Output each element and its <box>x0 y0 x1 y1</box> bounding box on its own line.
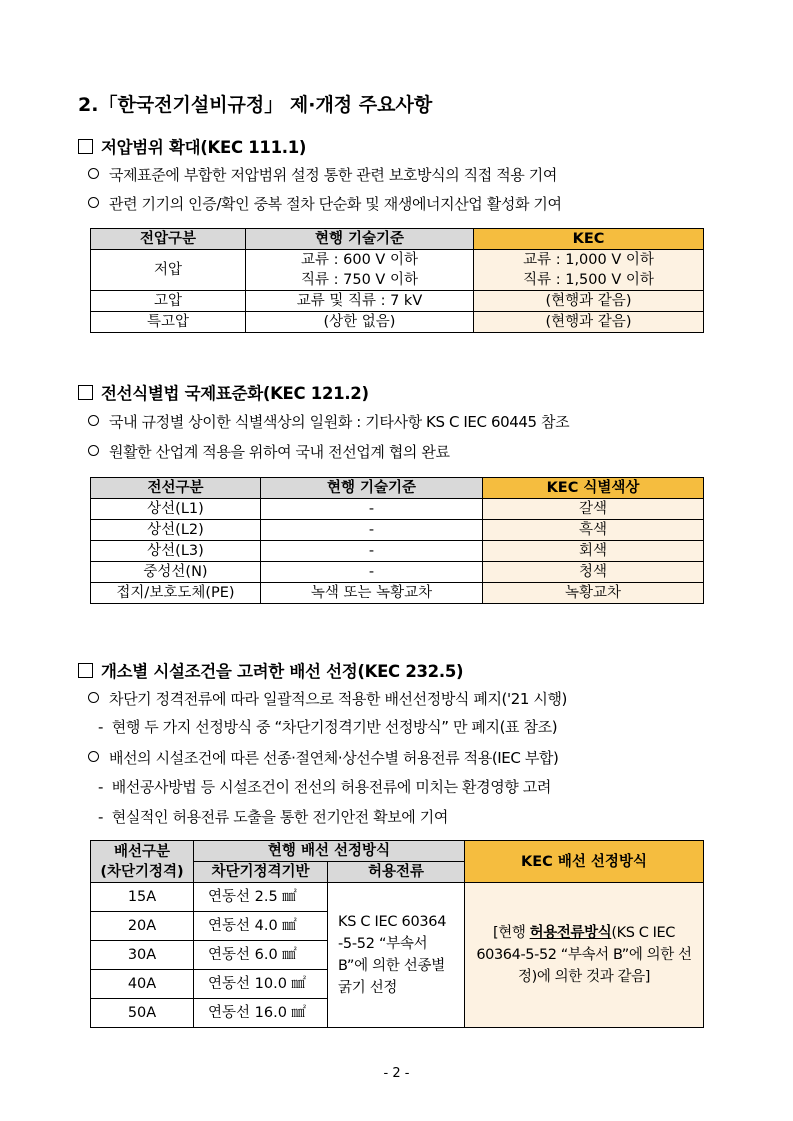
dash-bullet: - <box>98 808 112 826</box>
checkbox-square-icon <box>78 139 93 154</box>
table-header-group: 현행 배선 선정방식 <box>194 841 465 862</box>
dash-item: - 현행 두 가지 선정방식 중 “차단기정격기반 선정방식” 만 폐지(표 참조) <box>98 718 558 736</box>
dash-item: - 현실적인 허용전류 도출을 통한 전기안전 확보에 기여 <box>98 808 448 826</box>
table-row: 50A 연동선 16.0 ㎟ <box>91 999 704 1028</box>
table-header-kec: KEC <box>474 229 704 250</box>
table-subheader: 허용전류 <box>328 862 465 883</box>
table-header: 전압구분 <box>91 229 246 250</box>
dash-bullet: - <box>98 778 112 796</box>
bullet-item: 원활한 산업계 적용을 위하여 국내 전선업계 협의 완료 <box>88 441 450 462</box>
circle-bullet-icon <box>88 692 99 703</box>
table-row: 상선(L1) - 갈색 <box>91 499 704 520</box>
page-title: 2.「한국전기설비규정」 제·개정 주요사항 <box>78 94 433 116</box>
table-row: 15A 연동선 2.5 ㎟ KS C IEC 60364 -5-52 “부속서 B”에 의한 선종별 굵기 선정 [현행 허용전류방식(KS C IEC 60364-5-52 “부속서 B”에 의한 선정)에 의한 것과 같음] <box>91 883 704 912</box>
wire-color-table <box>90 477 704 604</box>
table-row: 20A 연동선 4.0 ㎟ <box>91 912 704 941</box>
dash-item: - 배선공사방법 등 시설조건이 전선의 허용전류에 미치는 환경영향 고려 <box>98 778 551 796</box>
voltage-range-table <box>90 228 704 333</box>
circle-bullet-icon <box>88 415 99 426</box>
circle-bullet-icon <box>88 197 99 208</box>
page-number: - 2 - <box>383 1066 410 1081</box>
wiring-method-table <box>90 840 704 1028</box>
circle-bullet-icon <box>88 445 99 456</box>
circle-bullet-icon <box>88 168 99 179</box>
table-header: 현행 기술기준 <box>246 229 474 250</box>
table-header: 전선구분 <box>91 478 261 499</box>
table-header-kec: KEC 식별색상 <box>483 478 704 499</box>
table-row: 저압 교류 : 600 V 이하 직류 : 750 V 이하 교류 : 1,000 V 이하 직류 : 1,500 V 이하 <box>91 250 704 291</box>
table-header-kec: KEC 배선 선정방식 <box>465 841 704 883</box>
kec-method-cell: [현행 허용전류방식(KS C IEC 60364-5-52 “부속서 B”에 의한 선정)에 의한 것과 같음] <box>465 883 704 1028</box>
allowable-current-cell: KS C IEC 60364 -5-52 “부속서 B”에 의한 선종별 굵기 선정 <box>328 883 465 1028</box>
checkbox-square-icon <box>78 385 93 400</box>
table-row: 고압 교류 및 직류 : 7 kV (현행과 같음) <box>91 291 704 312</box>
table-row: 특고압 (상한 없음) (현행과 같음) <box>91 312 704 333</box>
table-row: 40A 연동선 10.0 ㎟ <box>91 970 704 999</box>
table-row: 상선(L2) - 흑색 <box>91 520 704 541</box>
bullet-item: 차단기 정격전류에 따라 일괄적으로 적용한 배선선정방식 폐지('21 시행) <box>88 688 567 709</box>
table-header: 현행 기술기준 <box>261 478 483 499</box>
table-row: 중성선(N) - 청색 <box>91 562 704 583</box>
checkbox-square-icon <box>78 663 93 678</box>
bullet-item: 배선의 시설조건에 따른 선종·절연체·상선수별 허용전류 적용(IEC 부합) <box>88 747 558 768</box>
table-row: 30A 연동선 6.0 ㎟ <box>91 941 704 970</box>
table-header: 배선구분 (차단기정격) <box>91 841 194 883</box>
section-heading-wiring-selection: 개소별 시설조건을 고려한 배선 선정(KEC 232.5) <box>78 658 463 682</box>
table-row: 접지/보호도체(PE) 녹색 또는 녹황교차 녹황교차 <box>91 583 704 604</box>
dash-bullet: - <box>98 718 112 736</box>
bullet-item: 국내 규정별 상이한 식별색상의 일원화 : 기타사항 KS C IEC 60445 참조 <box>88 411 569 432</box>
table-row: 상선(L3) - 회색 <box>91 541 704 562</box>
section-heading-low-voltage: 저압범위 확대(KEC 111.1) <box>78 134 306 158</box>
bullet-item: 국제표준에 부합한 저압범위 설정 통한 관련 보호방식의 직접 적용 기여 <box>88 164 557 185</box>
section-heading-wire-identification: 전선식별법 국제표준화(KEC 121.2) <box>78 380 369 404</box>
circle-bullet-icon <box>88 751 99 762</box>
bullet-item: 관련 기기의 인증/확인 중복 절차 단순화 및 재생에너지산업 활성화 기여 <box>88 193 562 214</box>
table-subheader: 차단기정격기반 <box>194 862 328 883</box>
